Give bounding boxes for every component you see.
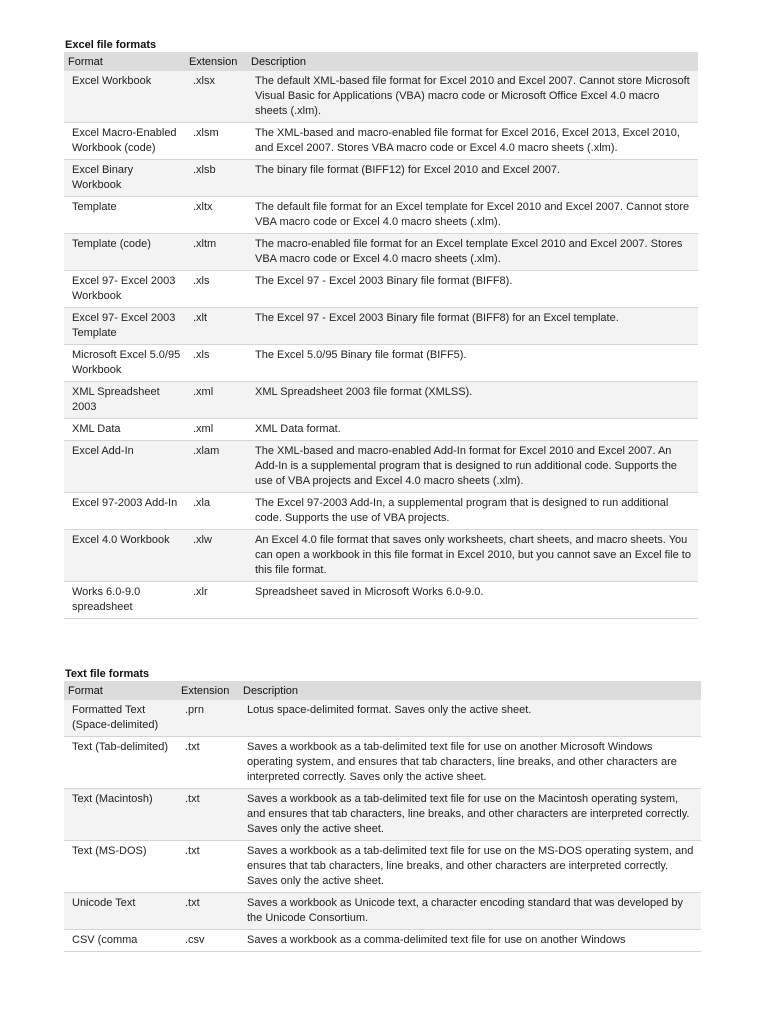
table-row [64, 271, 698, 308]
format-cell: Excel 97-2003 Add-In [64, 493, 185, 530]
extension-cell: .xlr [185, 582, 247, 619]
format-cell: Text (Macintosh) [64, 789, 177, 841]
column-header-format: Format [64, 52, 185, 71]
table-row [64, 382, 698, 419]
format-cell: Text (MS-DOS) [64, 841, 177, 893]
table-row [64, 737, 701, 789]
table-row [64, 308, 698, 345]
description-cell: The Excel 97-2003 Add-In, a supplemental program that is designed to run additional code. Supports the use of VBA projects. [247, 493, 698, 530]
description-cell: Spreadsheet saved in Microsoft Works 6.0-9.0. [247, 582, 698, 619]
format-cell: Excel 97- Excel 2003 Template [64, 308, 185, 345]
table-row [64, 197, 698, 234]
description-cell: The Excel 5.0/95 Binary file format (BIFF5). [247, 345, 698, 382]
extension-cell: .xlw [185, 530, 247, 582]
table-row [64, 789, 701, 841]
description-cell: The XML-based and macro-enabled Add-In format for Excel 2010 and Excel 2007. An Add-In is a supplemental program that is designed to run additional code. Supports the use of VBA projects and Excel 4.0 macro sheets (.xlm). [247, 441, 698, 493]
column-header-extension: Extension [177, 681, 239, 700]
table-row [64, 441, 698, 493]
format-cell: CSV (comma [64, 930, 177, 952]
description-cell: The macro-enabled file format for an Excel template Excel 2010 and Excel 2007. Stores VBA macro code or Excel 4.0 macro sheets (.xlm). [247, 234, 698, 271]
extension-cell: .xlam [185, 441, 247, 493]
description-cell: The Excel 97 - Excel 2003 Binary file format (BIFF8). [247, 271, 698, 308]
format-cell: Excel 97- Excel 2003 Workbook [64, 271, 185, 308]
excel-formats-title: Excel file formats [65, 39, 157, 51]
description-cell: Saves a workbook as a tab-delimited text file for use on another Microsoft Windows operating system, and ensures that tab characters, line breaks, and other characters are interpreted correctly. Saves only the active sheet. [239, 737, 701, 789]
extension-cell: .txt [177, 841, 239, 893]
extension-cell: .xml [185, 419, 247, 441]
table-header-row [64, 52, 698, 71]
table-header-row [64, 681, 701, 700]
format-cell: Template (code) [64, 234, 185, 271]
table-row [64, 160, 698, 197]
table-row [64, 71, 698, 123]
extension-cell: .xltx [185, 197, 247, 234]
description-cell: The Excel 97 - Excel 2003 Binary file format (BIFF8) for an Excel template. [247, 308, 698, 345]
excel-formats-section [64, 38, 698, 619]
description-cell: Saves a workbook as a tab-delimited text file for use on the Macintosh operating system, and ensures that tab characters, line breaks, and other characters are interpreted correctly. Saves only the active sheet. [239, 789, 701, 841]
text-formats-table [64, 681, 701, 952]
table-row [64, 493, 698, 530]
extension-cell: .txt [177, 789, 239, 841]
excel-formats-table [64, 52, 698, 619]
extension-cell: .xltm [185, 234, 247, 271]
extension-cell: .csv [177, 930, 239, 952]
format-cell: Template [64, 197, 185, 234]
extension-cell: .txt [177, 893, 239, 930]
table-row [64, 123, 698, 160]
format-cell: Works 6.0-9.0 spreadsheet [64, 582, 185, 619]
format-cell: Excel 4.0 Workbook [64, 530, 185, 582]
description-cell: The binary file format (BIFF12) for Excel 2010 and Excel 2007. [247, 160, 698, 197]
text-formats-title: Text file formats [65, 668, 150, 680]
table-row [64, 841, 701, 893]
column-header-description: Description [239, 681, 701, 700]
extension-cell: .xls [185, 345, 247, 382]
table-row [64, 345, 698, 382]
column-header-format: Format [64, 681, 177, 700]
description-cell: XML Spreadsheet 2003 file format (XMLSS). [247, 382, 698, 419]
extension-cell: .xla [185, 493, 247, 530]
table-row [64, 234, 698, 271]
column-header-description: Description [247, 52, 698, 71]
description-cell: Saves a workbook as Unicode text, a character encoding standard that was developed by the Unicode Consortium. [239, 893, 701, 930]
format-cell: XML Data [64, 419, 185, 441]
table-row [64, 419, 698, 441]
format-cell: XML Spreadsheet 2003 [64, 382, 185, 419]
table-row [64, 930, 701, 952]
extension-cell: .xls [185, 271, 247, 308]
format-cell: Excel Add-In [64, 441, 185, 493]
extension-cell: .xlsb [185, 160, 247, 197]
extension-cell: .xml [185, 382, 247, 419]
format-cell: Excel Workbook [64, 71, 185, 123]
table-row [64, 582, 698, 619]
text-formats-section [64, 667, 701, 952]
table-row [64, 700, 701, 737]
description-cell: The XML-based and macro-enabled file format for Excel 2016, Excel 2013, Excel 2010, and Excel 2007. Stores VBA macro code or Excel 4.0 macro sheets (.xlm). [247, 123, 698, 160]
description-cell: The default XML-based file format for Excel 2010 and Excel 2007. Cannot store Microsoft Visual Basic for Applications (VBA) macro code or Microsoft Office Excel 4.0 macro sheets (.xlm). [247, 71, 698, 123]
description-cell: An Excel 4.0 file format that saves only worksheets, chart sheets, and macro sheets. You can open a workbook in this file format in Excel 2010, but you cannot save an Excel file to this file format. [247, 530, 698, 582]
format-cell: Excel Binary Workbook [64, 160, 185, 197]
format-cell: Text (Tab-delimited) [64, 737, 177, 789]
format-cell: Formatted Text (Space-delimited) [64, 700, 177, 737]
extension-cell: .xlt [185, 308, 247, 345]
description-cell: Saves a workbook as a comma-delimited text file for use on another Windows [239, 930, 701, 952]
column-header-extension: Extension [185, 52, 247, 71]
format-cell: Microsoft Excel 5.0/95 Workbook [64, 345, 185, 382]
table-row [64, 530, 698, 582]
extension-cell: .prn [177, 700, 239, 737]
format-cell: Excel Macro-Enabled Workbook (code) [64, 123, 185, 160]
extension-cell: .txt [177, 737, 239, 789]
description-cell: The default file format for an Excel template for Excel 2010 and Excel 2007. Cannot store VBA macro code or Excel 4.0 macro sheets (.xlm). [247, 197, 698, 234]
extension-cell: .xlsx [185, 71, 247, 123]
description-cell: Saves a workbook as a tab-delimited text file for use on the MS-DOS operating system, and ensures that tab characters, line breaks, and other characters are interpreted correctly. Saves only the active sheet. [239, 841, 701, 893]
extension-cell: .xlsm [185, 123, 247, 160]
description-cell: XML Data format. [247, 419, 698, 441]
table-row [64, 893, 701, 930]
description-cell: Lotus space-delimited format. Saves only the active sheet. [239, 700, 701, 737]
format-cell: Unicode Text [64, 893, 177, 930]
